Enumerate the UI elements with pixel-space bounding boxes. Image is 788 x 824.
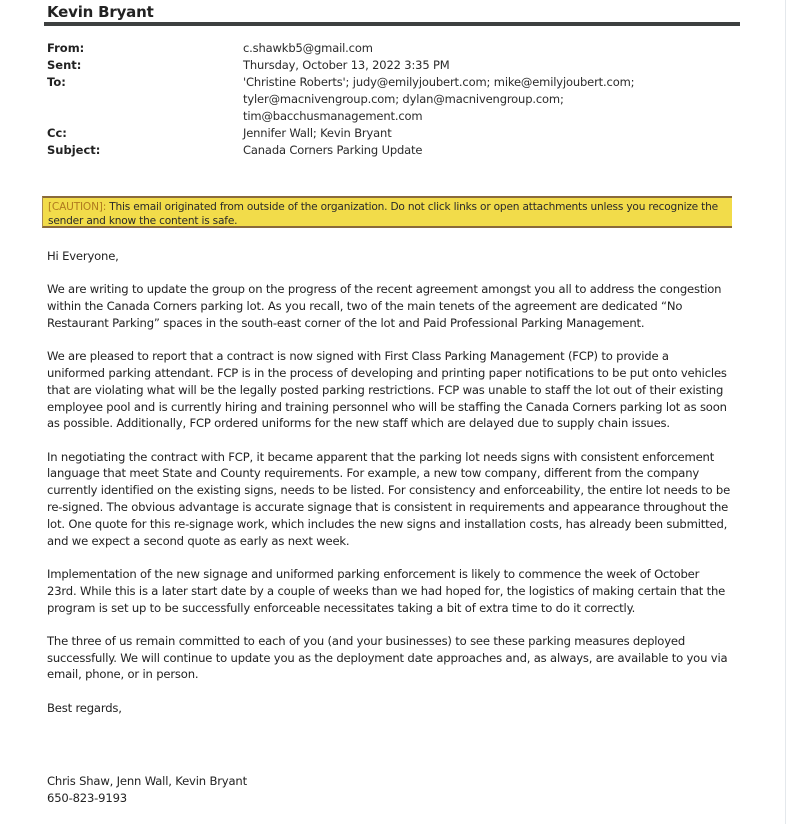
cc-value: Jennifer Wall; Kevin Bryant — [243, 126, 392, 140]
to-line: tyler@macnivengroup.com; dylan@macnivengroup.com; — [243, 92, 564, 106]
to-line: tim@bacchusmanagement.com — [243, 109, 423, 123]
body-paragraph-1 — [47, 281, 747, 331]
body-line: Restaurant Parking” spaces in the south-east corner of the lot and Paid Professional Parking Management. — [47, 315, 645, 330]
sent-label: Sent: — [47, 58, 82, 72]
email-headers — [47, 40, 743, 159]
sender-name-heading: Kevin Bryant — [47, 3, 154, 21]
header-from — [47, 40, 743, 57]
body-line: employee pool and is currently hiring and training personnel who will be staffing the Canada Corners parking lot as soon — [47, 399, 727, 414]
body-paragraph-5 — [47, 633, 747, 683]
header-subject — [47, 142, 743, 159]
caution-banner — [42, 196, 732, 228]
caution-line-1 — [48, 200, 727, 214]
from-value: c.shawkb5@gmail.com — [243, 41, 373, 55]
header-to — [47, 74, 743, 125]
body-line: that are violating what will be the legally posted parking restrictions. FCP was unable to staff the lot out of their existing — [47, 382, 724, 397]
body-line: We are pleased to report that a contract is now signed with First Class Parking Management (FCP) to provide a — [47, 349, 669, 364]
signature-block — [47, 773, 247, 807]
sent-value: Thursday, October 13, 2022 3:35 PM — [243, 58, 450, 72]
caution-text-2: sender and know the content is safe. — [48, 215, 238, 227]
body-line: lot. One quote for this re-signage work, which includes the new signs and installation costs, has already been submitted, — [47, 516, 728, 531]
body-paragraph-4 — [47, 566, 747, 616]
greeting: Hi Everyone, — [47, 249, 119, 263]
body-line: In negotiating the contract with FCP, it became apparent that the parking lot needs signs with consistent enforcement — [47, 449, 715, 464]
body-line: program is set up to be successfully enforceable necessitates taking a bit of extra time to do it correctly. — [47, 600, 636, 615]
body-line: Implementation of the new signage and uniformed parking enforcement is likely to commence the week of October — [47, 566, 700, 581]
body-paragraph-3 — [47, 449, 747, 550]
body-line: uniformed parking attendant. FCP is in the process of developing and printing paper notifications to be put onto vehicles — [47, 365, 727, 380]
body-line: and we expect a second quote as early as next week. — [47, 533, 350, 548]
header-sent — [47, 57, 743, 74]
body-line: within the Canada Corners parking lot. As you recall, two of the main tenets of the agreement are dedicated “No — [47, 299, 683, 314]
body-line: re-signed. The obvious advantage is accurate signage that is consistent in requirements and appearance throughout the — [47, 500, 729, 515]
to-label: To: — [47, 75, 66, 89]
header-cc — [47, 125, 743, 142]
closing: Best regards, — [47, 700, 122, 715]
body-line: as possible. Additionally, FCP ordered uniforms for the new staff which are delayed due to supply chain issues. — [47, 416, 670, 431]
caution-tag: [CAUTION]: — [48, 201, 107, 213]
subject-label: Subject: — [47, 143, 101, 157]
body-line: language that meet State and County requirements. For example, a new tow company, different from the company — [47, 466, 700, 481]
cc-label: Cc: — [47, 126, 67, 140]
to-value — [243, 74, 743, 125]
body-line: successfully. We will continue to update you as the deployment date approaches and, as always, are available to you via — [47, 650, 728, 665]
from-label: From: — [47, 41, 85, 55]
email-body — [47, 248, 747, 717]
body-line: We are writing to update the group on the progress of the recent agreement amongst you all to address the congestion — [47, 282, 722, 297]
body-line: The three of us remain committed to each of you (and your businesses) to see these parking measures deployed — [47, 633, 686, 648]
caution-text-1: This email originated from outside of the organization. Do not click links or open attachments unless you recognize the — [106, 201, 718, 213]
heading-rule — [44, 22, 740, 26]
to-line: 'Christine Roberts'; judy@emilyjoubert.com; mike@emilyjoubert.com; — [243, 75, 635, 89]
body-line: email, phone, or in person. — [47, 667, 199, 682]
page-edge — [785, 0, 786, 824]
body-line: 23rd. While this is a later start date by a couple of weeks than we had hoped for, the logistics of making certain that the — [47, 583, 726, 598]
subject-value: Canada Corners Parking Update — [243, 143, 423, 157]
signature-phone: 650-823-9193 — [47, 791, 127, 805]
body-line: currently identified on the existing signs, needs to be listed. For consistency and enforceability, the entire lot needs to be — [47, 483, 731, 498]
signature-names: Chris Shaw, Jenn Wall, Kevin Bryant — [47, 774, 247, 788]
body-paragraph-2 — [47, 348, 747, 432]
